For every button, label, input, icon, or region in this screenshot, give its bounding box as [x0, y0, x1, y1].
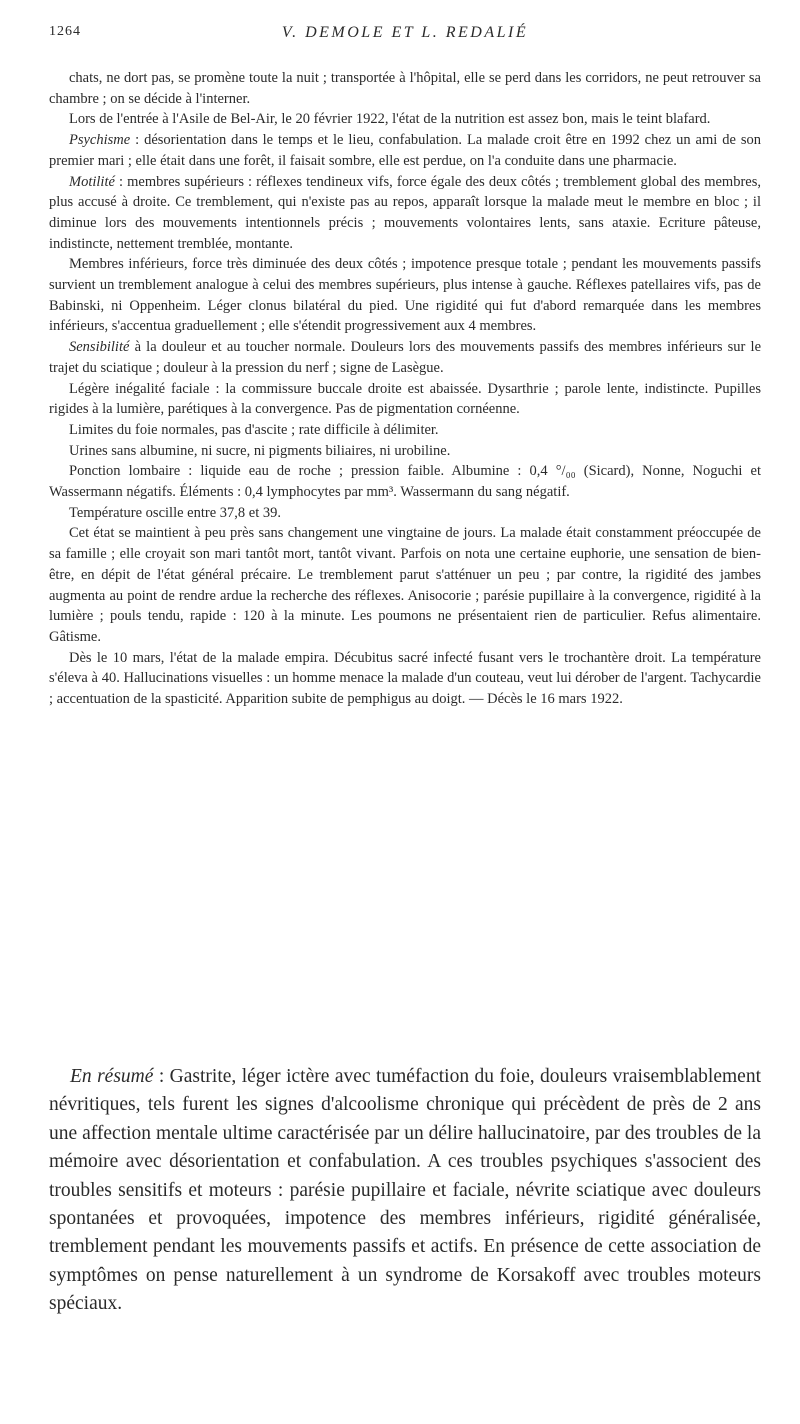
- paragraph-text: : membres supérieurs : réflexes tendineux vifs, force égale des deux côtés ; tremblement global des membres, plus accusé à droite. Ce tremblement, qui n'existe pas au repos, apparaît lorsque la malade meut le membre en bloc ; il diminue lors des mouvements intentionnels précis ; mouvements volontaires lents, sans ataxie. Ecriture pâteuse, indistincte, nettement tremblée, montante.: [49, 173, 761, 252]
- paragraph: [49, 379, 761, 420]
- paragraph-text: à la douleur et au toucher normale. Douleurs lors des mouvements passifs des membres inférieurs sur le trajet du sciatique ; douleur à la pression du nerf ; signe de Lasègue.: [49, 339, 761, 376]
- paragraph: [49, 461, 761, 502]
- paragraph-motilite: [49, 172, 761, 255]
- paragraph-text: : désorientation dans le temps et le lieu, confabulation. La malade croit être en 1992 chez un ami de son premier mari ; elle était dans une forêt, il faisait sombre, elle est perdue, on l'a conduite dans une pharmacie.: [49, 132, 761, 169]
- paragraph-lead: Psychisme: [69, 132, 131, 149]
- running-title: V. DEMOLE ET L. REDALIÉ: [281, 24, 529, 41]
- paragraph-text: Légère inégalité faciale : la commissure buccale droite est abaissée. Dysarthrie ; parole lente, indistincte. Pupilles rigides à la lumière, parétiques à la convergence. Pas de pigmentation cornéenne.: [49, 380, 761, 418]
- paragraph-lead: Sensibilité: [69, 339, 130, 356]
- paragraph-text: Limites du foie normales, pas d'ascite ; rate difficile à délimiter.: [69, 421, 439, 438]
- summary-text: : Gastrite, léger ictère avec tuméfaction du foie, douleurs vraisemblablement névritiques, tels furent les signes d'alcoolisme chronique qui précèdent de près de 2 ans une affection mentale ultime caractérisée par un délire hallucinatoire, par des troubles de la mémoire avec désorientation et confabulation. A ces troubles psychiques s'associent des troubles sensitifs et moteurs : parésie pupillaire et faciale, névrite sciatique avec douleurs spontanées et provoquées, impotence des membres inférieurs, rigidité généralisée, tremblement pendant les mouvements passifs et actifs. En présence de cette association de symptômes on pense naturellement à un syndrome de Korsakoff avec troubles moteurs spéciaux.: [49, 1066, 761, 1315]
- paragraph: [49, 254, 761, 337]
- paragraph-text: Ponction lombaire : liquide eau de roche ; pression faible. Albumine : 0,4 °/₀₀ (Sicard), Nonne, Noguchi et Wassermann négatifs. Éléments : 0,4 lymphocytes par mm³. Wassermann du sang négatif.: [49, 463, 761, 501]
- paragraph-lead: Motilité: [69, 173, 115, 190]
- page-number: 1264: [49, 24, 81, 39]
- paragraph-text: Lors de l'entrée à l'Asile de Bel-Air, le 20 février 1922, l'état de la nutrition est assez bon, mais le teint blafard.: [69, 111, 711, 128]
- summary-paragraph: [49, 1063, 761, 1319]
- page-header: [49, 24, 761, 46]
- paragraph-text: chats, ne dort pas, se promène toute la nuit ; transportée à l'hôpital, elle se perd dans les corridors, ne peut retrouver sa chambre ; on se décide à l'interner.: [49, 70, 761, 107]
- paragraph: [49, 109, 761, 130]
- paragraph: [49, 441, 761, 462]
- summary-lead: En résumé: [70, 1066, 154, 1087]
- paragraph: [49, 523, 761, 647]
- paragraph-text: Membres inférieurs, force très diminuée des deux côtés ; impotence presque totale ; pendant les mouvements passifs survient un tremblement analogue à celui des membres supérieurs, plus intense à gauche. Réflexes patellaires vifs, pas de Babinski, ni Oppenheim. Léger clonus bilatéral du pied. Une rigidité qui fut d'abord remarquée dans les membres inférieurs, s'accentua graduellement ; elle s'étendit progressivement aux 4 membres.: [49, 256, 761, 335]
- paragraph: [49, 420, 761, 441]
- paragraph: [49, 503, 761, 524]
- summary-section: [49, 1063, 761, 1319]
- paragraph-text: Température oscille entre 37,8 et 39.: [69, 504, 281, 521]
- paragraph-psychisme: [49, 130, 761, 171]
- paragraph-text: Urines sans albumine, ni sucre, ni pigments biliaires, ni urobiline.: [69, 442, 451, 459]
- paragraph: [49, 68, 761, 109]
- paragraph-text: Dès le 10 mars, l'état de la malade empira. Décubitus sacré infecté fusant vers le trochantère droit. La température s'éleva à 40. Hallucinations visuelles : un homme menace la malade d'un couteau, veut lui dérober de l'argent. Tachycardie ; accentuation de la spasticité. Apparition subite de pemphigus au doigt. — Décès le 16 mars 1922.: [49, 649, 761, 708]
- case-report-body: [49, 68, 761, 710]
- paragraph: [49, 648, 761, 710]
- paragraph-text: Cet état se maintient à peu près sans changement une vingtaine de jours. La malade était constamment préoccupée de sa famille ; elle croyait son mari tantôt mort, tantôt vivant. Parfois on nota une certaine euphorie, une sensation de bien-être, en dépit de l'état général précaire. Le tremblement parut s'atténuer un peu ; par contre, la rigidité des jambes augmenta au point de rendre ardue la recherche des réflexes. Anisocorie ; parésie pupillaire à la convergence, rigidité à la lumière ; pouls tendu, rapide : 120 à la minute. Les poumons ne présentaient rien de particulier. Refus alimentaire. Gâtisme.: [49, 525, 761, 645]
- paragraph-sensibilite: [49, 337, 761, 378]
